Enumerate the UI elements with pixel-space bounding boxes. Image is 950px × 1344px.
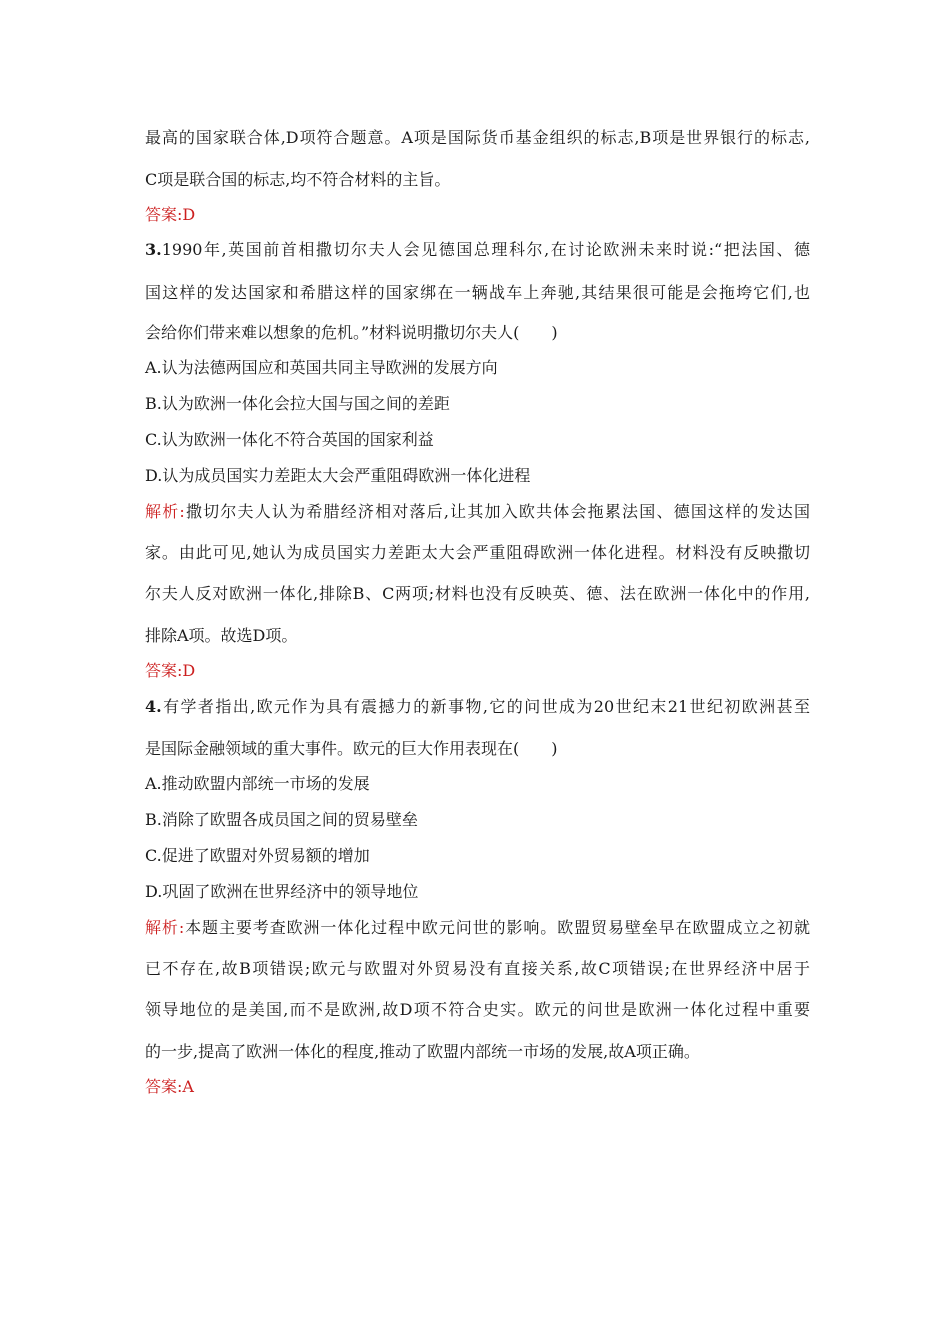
analysis-label: 解析: <box>145 918 185 937</box>
q4-option-d: D.巩固了欧洲在世界经济中的领导地位 <box>145 882 419 901</box>
question-number: 4. <box>145 697 162 716</box>
analysis-label: 解析: <box>145 502 185 521</box>
q4-analysis-line-3: 领导地位的是美国,而不是欧洲,故D项不符合史实。欧元的问世是欧洲一体化过程中重要 <box>145 1000 810 1019</box>
answer-value: D <box>182 661 196 680</box>
answer-label: 答案: <box>145 205 183 224</box>
answer-value: A <box>182 1077 194 1096</box>
q3-answer <box>145 661 810 681</box>
q3-stem-line-2: 国这样的发达国家和希腊这样的国家绑在一辆战车上奔驰,其结果很可能是会拖垮它们,也 <box>145 283 810 302</box>
q3-analysis-line-2: 家。由此可见,她认为成员国实力差距太大会严重阻碍欧洲一体化进程。材料没有反映撒切 <box>145 543 810 562</box>
q3-analysis-line-1 <box>145 502 810 522</box>
q3-analysis-text-1: 撒切尔夫人认为希腊经济相对落后,让其加入欧共体会拖累法国、德国这样的发达国 <box>184 502 810 521</box>
q3-stem-text-1: 1990年,英国前首相撒切尔夫人会见德国总理科尔,在讨论欧洲未来时说:“把法国、德 <box>161 240 810 259</box>
q2-answer <box>145 205 810 225</box>
q3-analysis-line-4: 排除A项。故选D项。 <box>145 626 298 645</box>
q3-stem-line-3: 会给你们带来难以想象的危机。”材料说明撒切尔夫人( ) <box>145 323 558 342</box>
q4-option-a: A.推动欧盟内部统一市场的发展 <box>145 774 370 793</box>
q3-analysis-line-3: 尔夫人反对欧洲一体化,排除B、C两项;材料也没有反映英、德、法在欧洲一体化中的作用, <box>145 584 810 603</box>
q2-analysis-line-1: 最高的国家联合体,D项符合题意。A项是国际货币基金组织的标志,B项是世界银行的标志, <box>145 128 810 147</box>
q4-stem-line-2: 是国际金融领域的重大事件。欧元的巨大作用表现在( ) <box>145 739 558 758</box>
q3-option-b: B.认为欧洲一体化会拉大国与国之间的差距 <box>145 394 450 413</box>
q4-stem-text-1: 有学者指出,欧元作为具有震撼力的新事物,它的问世成为20世纪末21世纪初欧洲甚至 <box>161 697 810 716</box>
q4-answer <box>145 1077 810 1097</box>
answer-label: 答案: <box>145 661 183 680</box>
q4-analysis-line-1 <box>145 918 810 938</box>
q3-stem-line-1 <box>145 240 810 260</box>
q3-option-d: D.认为成员国实力差距太大会严重阻碍欧洲一体化进程 <box>145 466 531 485</box>
question-number: 3. <box>145 240 162 259</box>
q4-analysis-text-1: 本题主要考查欧洲一体化过程中欧元问世的影响。欧盟贸易壁垒早在欧盟成立之初就 <box>184 918 810 937</box>
q2-analysis-line-2: C项是联合国的标志,均不符合材料的主旨。 <box>145 170 451 189</box>
answer-value: D <box>182 205 196 224</box>
q4-option-b: B.消除了欧盟各成员国之间的贸易壁垒 <box>145 810 418 829</box>
q4-analysis-line-4: 的一步,提高了欧洲一体化的程度,推动了欧盟内部统一市场的发展,故A项正确。 <box>145 1042 700 1061</box>
q3-option-c: C.认为欧洲一体化不符合英国的国家利益 <box>145 430 434 449</box>
answer-label: 答案: <box>145 1077 183 1096</box>
q4-option-c: C.促进了欧盟对外贸易额的增加 <box>145 846 370 865</box>
q4-analysis-line-2: 已不存在,故B项错误;欧元与欧盟对外贸易没有直接关系,故C项错误;在世界经济中居于 <box>145 959 810 978</box>
q4-stem-line-1 <box>145 697 810 717</box>
q3-option-a: A.认为法德两国应和英国共同主导欧洲的发展方向 <box>145 358 498 377</box>
